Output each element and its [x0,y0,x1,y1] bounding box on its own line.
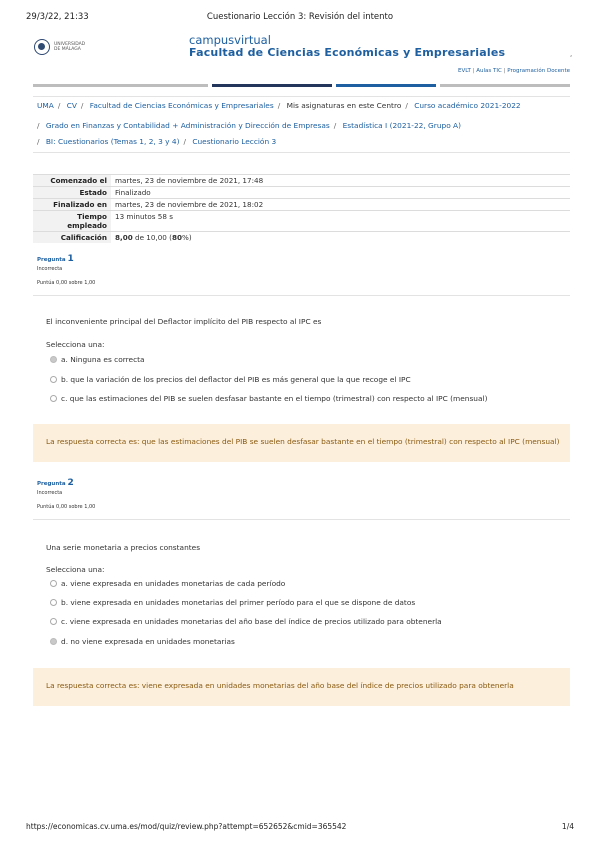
faculty-title[interactable]: Facultad de Ciencias Económicas y Empresariales [189,46,506,59]
university-logo[interactable] [34,37,96,57]
grade-end: %) [181,233,192,242]
logo-line-1: UNIVERSIDAD [54,42,86,47]
question-1-number: Pregunta 1 [37,254,74,264]
question-1-option-c[interactable] [50,394,487,403]
header-dot: , [570,50,573,58]
radio-icon[interactable] [50,618,57,625]
print-url: https://economicas.cv.uma.es/mod/quiz/review.php?attempt=652652&cmid=365542 [26,822,347,831]
summary-row-grade [33,232,570,244]
grade-percent: 80 [171,233,182,242]
question-1-option-b-label: b. que la variación de los precios del deflactor del PIB es más general que la que recoge el IPC [61,375,411,384]
header-color-bar [33,84,570,87]
question-1-option-b[interactable] [50,375,411,384]
question-1-state: Incorrecta [37,266,63,272]
question-1-option-c-label: c. que las estimaciones del PIB se suelen desfasar bastante en el tiempo (trimestral) con respecto al IPC (mensual) [61,394,488,403]
site-name[interactable]: campusvirtual [189,33,271,47]
question-2-option-a-label: a. viene expresada en unidades monetarias de cada período [61,579,286,588]
attempt-summary-table [33,174,570,243]
link-evlt[interactable]: EVLT [458,68,471,74]
breadcrumb-quizzes-section[interactable]: BI: Cuestionarios (Temas 1, 2, 3 y 4) [45,137,180,146]
radio-icon[interactable] [50,580,57,587]
state-value: Finalizado [111,187,570,199]
question-2-option-d-label: d. no viene expresada en unidades monetarias [61,637,235,646]
finished-label: Finalizado en [33,199,111,211]
question-2-feedback [33,668,570,706]
question-2-option-c-label: c. viene expresada en unidades monetarias del año base del índice de precios utilizado para obtenerla [61,617,442,626]
link-aulas-tic[interactable]: Aulas TIC [476,68,502,74]
radio-icon[interactable] [50,395,57,402]
grade-of: de 10,00 ( [132,233,172,242]
breadcrumb-course[interactable]: Estadística I (2021-22, Grupo A) [342,121,462,130]
state-label: Estado [33,187,111,199]
question-1-option-a-label: a. Ninguna es correcta [61,355,145,364]
grade-score: 8,00 [115,233,133,242]
breadcrumb-uma[interactable]: UMA [37,101,54,110]
question-1-text: El inconveniente principal del Deflactor implícito del PIB respecto al IPC es [46,317,322,326]
top-links: EVLT | Aulas TIC | Programación Docente [458,68,570,74]
summary-row-started [33,175,570,187]
breadcrumb-degree[interactable]: Grado en Finanzas y Contabilidad + Administración y Dirección de Empresas [45,121,330,130]
grade-label: Calificación [33,232,111,244]
radio-icon[interactable] [50,599,57,606]
question-2-option-c[interactable] [50,617,442,626]
summary-row-time [33,211,570,232]
breadcrumb-academic-year[interactable]: Curso académico 2021-2022 [414,101,521,110]
time-value: 13 minutos 58 s [111,211,570,232]
question-1-prompt: Selecciona una: [46,340,105,349]
logo-line-2: DE MÁLAGA [54,47,81,52]
print-date: 29/3/22, 21:33 [26,12,89,22]
question-2-info [33,475,570,520]
question-2-state: Incorrecta [37,490,63,496]
started-value: martes, 23 de noviembre de 2021, 17:48 [111,175,570,187]
question-2-option-b[interactable] [50,598,415,607]
question-2-option-a[interactable] [50,579,285,588]
grade-value [111,232,570,244]
question-2-option-d[interactable] [50,637,235,646]
question-1-info [33,251,570,296]
question-1-feedback [33,424,570,462]
breadcrumb: UMA / CV / Facultad de Ciencias Económicas y Empresariales / Mis asignaturas en este Centro / Curso académico 2021-2022 / Grado en Finanzas y Contabilidad + Administración y Dirección de Empresas / Estadística I (2021-22, Grupo A) / BI: Cuestionarios (Temas 1, 2, 3 y 4) / Cuestionario Lección 3 [33,96,570,153]
summary-row-finished [33,199,570,211]
question-1-points: Puntúa 0,00 sobre 1,00 [37,280,96,286]
breadcrumb-faculty[interactable]: Facultad de Ciencias Económicas y Empresariales [89,101,274,110]
time-label-line-1: Tiempo [77,212,107,221]
breadcrumb-quiz[interactable]: Cuestionario Lección 3 [192,137,277,146]
radio-selected-icon[interactable] [50,638,57,645]
time-label-line-2: empleado [67,221,107,230]
breadcrumb-cv[interactable]: CV [66,101,77,110]
question-2-feedback-text: La respuesta correcta es: viene expresada en unidades monetarias del año base del índice de precios utilizado para obtenerla [46,681,514,690]
radio-selected-icon[interactable] [50,356,57,363]
question-2-number: Pregunta 2 [37,478,74,488]
radio-icon[interactable] [50,376,57,383]
question-2-option-b-label: b. viene expresada en unidades monetarias del primer período para el que se dispone de datos [61,598,416,607]
university-seal-icon [34,39,50,55]
question-1-option-a[interactable] [50,355,145,364]
finished-value: martes, 23 de noviembre de 2021, 18:02 [111,199,570,211]
started-label: Comenzado el [33,175,111,187]
question-2-points: Puntúa 0,00 sobre 1,00 [37,504,96,510]
print-title: Cuestionario Lección 3: Revisión del intento [206,12,394,22]
breadcrumb-my-subjects: Mis asignaturas en este Centro [286,101,402,110]
question-2-prompt: Selecciona una: [46,565,105,574]
link-programacion-docente[interactable]: Programación Docente [507,68,570,74]
print-page-number: 1/4 [561,822,574,831]
question-1-feedback-text: La respuesta correcta es: que las estimaciones del PIB se suelen desfasar bastante en el tiempo (trimestral) con respecto al IPC (mensual) [46,437,560,446]
summary-row-state [33,187,570,199]
time-label [33,211,111,232]
question-2-text: Una serie monetaria a precios constantes [46,543,201,552]
